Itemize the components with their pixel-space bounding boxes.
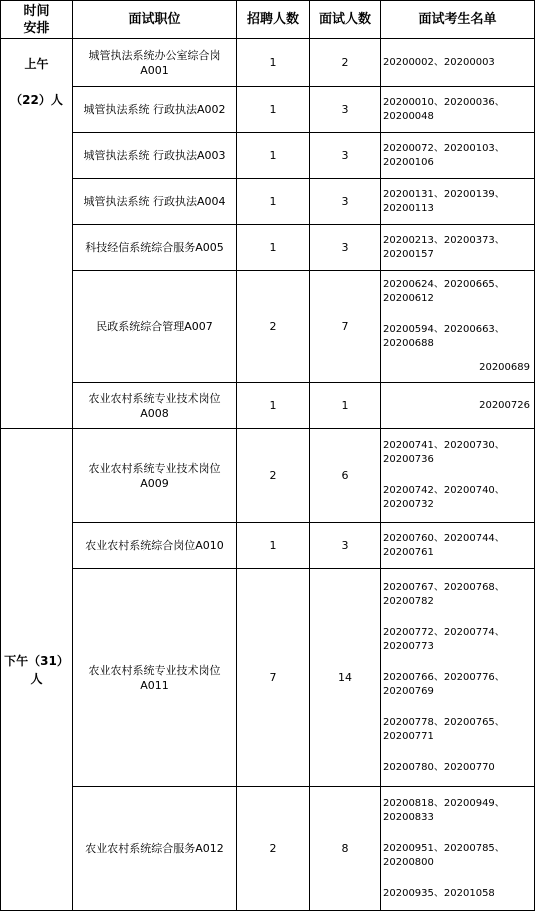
candidate-list bbox=[381, 787, 535, 911]
recruit-count: 1 bbox=[237, 133, 310, 179]
candidate-line: 20200010、20200036、 bbox=[383, 96, 505, 108]
position-code: A009 bbox=[140, 476, 169, 490]
position-name: 农业农村系统综合岗位A010 bbox=[85, 539, 224, 552]
candidate-group bbox=[383, 887, 532, 901]
candidate-line: 20200771 bbox=[383, 730, 434, 742]
candidate-line: 20200741、20200730、 bbox=[383, 440, 505, 451]
table-row bbox=[1, 523, 535, 569]
candidate-line: 20200766、20200776、 bbox=[383, 671, 505, 683]
candidate-line: 20200113 bbox=[383, 202, 434, 214]
interview-count: 3 bbox=[310, 87, 381, 133]
candidate-group bbox=[383, 96, 532, 124]
table-row bbox=[1, 429, 535, 523]
table-row bbox=[1, 179, 535, 225]
candidate-list bbox=[381, 383, 535, 429]
candidate-line: 20200769 bbox=[383, 685, 434, 697]
candidate-line: 20200689 bbox=[479, 362, 530, 373]
recruit-count: 2 bbox=[237, 271, 310, 383]
candidate-line: 20200773 bbox=[383, 640, 434, 652]
candidate-list bbox=[381, 271, 535, 383]
candidate-line: 20200688 bbox=[383, 338, 434, 349]
interview-count: 2 bbox=[310, 39, 381, 87]
position-cell bbox=[73, 787, 237, 911]
candidate-line: 20200072、20200103、 bbox=[383, 142, 505, 154]
candidate-group bbox=[383, 484, 532, 512]
position-name: 城管执法系统办公室综合岗 bbox=[88, 48, 221, 62]
candidate-line: 20200732 bbox=[383, 499, 434, 510]
recruit-count: 1 bbox=[237, 39, 310, 87]
candidate-line: 20200131、20200139、 bbox=[383, 188, 505, 200]
position-name: 农业农村系统专业技术岗位 bbox=[88, 391, 221, 405]
candidate-line: 20200772、20200774、 bbox=[383, 626, 505, 638]
table-row bbox=[1, 39, 535, 87]
candidate-list bbox=[381, 133, 535, 179]
position-name: 城管执法系统 行政执法A004 bbox=[83, 195, 226, 208]
candidate-group bbox=[383, 532, 532, 560]
table-row bbox=[1, 133, 535, 179]
header-recruit-count: 招聘人数 bbox=[237, 1, 310, 39]
position-cell bbox=[73, 569, 237, 787]
position-cell bbox=[73, 225, 237, 271]
position-cell bbox=[73, 179, 237, 225]
session-afternoon bbox=[1, 429, 73, 911]
interview-count: 6 bbox=[310, 429, 381, 523]
recruit-count: 1 bbox=[237, 523, 310, 569]
candidate-group bbox=[383, 323, 532, 351]
header-position: 面试职位 bbox=[73, 1, 237, 39]
recruit-count: 1 bbox=[237, 383, 310, 429]
position-name: 农业农村系统专业技术岗位 bbox=[88, 461, 221, 475]
candidate-group bbox=[383, 581, 532, 609]
position-code: A001 bbox=[140, 63, 169, 77]
position-cell bbox=[73, 523, 237, 569]
interview-count: 8 bbox=[310, 787, 381, 911]
candidate-line: 20200742、20200740、 bbox=[383, 485, 505, 496]
recruit-count: 1 bbox=[237, 225, 310, 271]
recruit-count: 7 bbox=[237, 569, 310, 787]
recruit-count: 1 bbox=[237, 87, 310, 133]
position-cell bbox=[73, 429, 237, 523]
candidate-line: 20200736 bbox=[383, 454, 434, 465]
position-cell bbox=[73, 383, 237, 429]
candidate-line: 20200726 bbox=[479, 399, 530, 411]
candidate-list bbox=[381, 87, 535, 133]
position-cell bbox=[73, 133, 237, 179]
table-row bbox=[1, 383, 535, 429]
candidate-list bbox=[381, 429, 535, 523]
candidate-list bbox=[381, 523, 535, 569]
session-afternoon-count: 人 bbox=[30, 671, 43, 686]
interview-count: 3 bbox=[310, 225, 381, 271]
candidate-group bbox=[383, 626, 532, 654]
candidate-group bbox=[383, 439, 532, 467]
header-candidate-list: 面试考生名单 bbox=[381, 1, 535, 39]
candidate-group bbox=[383, 797, 532, 825]
header-row bbox=[1, 1, 535, 39]
candidate-line: 20200157 bbox=[383, 248, 434, 260]
candidate-line: 20200761 bbox=[383, 546, 434, 558]
candidate-group bbox=[383, 671, 532, 699]
candidate-line: 20200818、20200949、 bbox=[383, 797, 505, 809]
position-code: A008 bbox=[140, 406, 169, 420]
position-cell bbox=[73, 87, 237, 133]
session-morning-label: 上午 bbox=[24, 57, 49, 71]
recruit-count: 2 bbox=[237, 787, 310, 911]
candidate-line: 20200048 bbox=[383, 110, 434, 122]
candidate-group bbox=[383, 761, 532, 775]
candidate-line: 20200002、20200003 bbox=[383, 56, 495, 68]
candidate-line: 20200624、20200665、 bbox=[383, 279, 505, 290]
candidate-line: 20200106 bbox=[383, 156, 434, 168]
interview-count: 3 bbox=[310, 523, 381, 569]
candidate-group bbox=[383, 278, 532, 306]
position-name: 民政系统综合管理A007 bbox=[96, 320, 213, 333]
candidate-list bbox=[381, 179, 535, 225]
position-name: 农业农村系统综合服务A012 bbox=[85, 842, 224, 855]
candidate-group bbox=[383, 188, 532, 216]
position-code: A011 bbox=[140, 678, 169, 692]
candidate-list bbox=[381, 569, 535, 787]
candidate-line: 20200213、20200373、 bbox=[383, 234, 505, 246]
candidate-group bbox=[383, 142, 532, 170]
candidate-line: 20200767、20200768、 bbox=[383, 581, 505, 593]
recruit-count: 1 bbox=[237, 179, 310, 225]
table-row bbox=[1, 787, 535, 911]
table-row bbox=[1, 87, 535, 133]
table-row bbox=[1, 569, 535, 787]
candidate-line: 20200780、20200770 bbox=[383, 761, 495, 773]
candidate-line: 20200782 bbox=[383, 595, 434, 607]
recruit-count: 2 bbox=[237, 429, 310, 523]
candidate-line: 20200951、20200785、 bbox=[383, 842, 505, 854]
position-name: 科技经信系统综合服务A005 bbox=[85, 241, 224, 254]
header-time-line2: 安排 bbox=[23, 20, 50, 36]
interview-count: 14 bbox=[310, 569, 381, 787]
candidate-list bbox=[381, 39, 535, 87]
session-morning-count: （22）人 bbox=[10, 93, 63, 107]
candidate-group bbox=[383, 56, 532, 70]
candidate-line: 20200612 bbox=[383, 293, 434, 304]
candidate-line: 20200760、20200744、 bbox=[383, 532, 505, 544]
header-time bbox=[1, 1, 73, 39]
candidate-group bbox=[383, 716, 532, 744]
header-time-line1: 时间 bbox=[23, 3, 50, 19]
candidate-line: 20200935、20201058 bbox=[383, 887, 495, 899]
position-cell bbox=[73, 271, 237, 383]
header-interview-count: 面试人数 bbox=[310, 1, 381, 39]
position-cell bbox=[73, 39, 237, 87]
candidate-list bbox=[381, 225, 535, 271]
candidate-line: 20200800 bbox=[383, 856, 434, 868]
candidate-group bbox=[383, 842, 532, 870]
session-afternoon-label: 下午（31） bbox=[4, 653, 69, 668]
candidate-line: 20200833 bbox=[383, 811, 434, 823]
candidate-group bbox=[383, 234, 532, 262]
position-name: 城管执法系统 行政执法A002 bbox=[83, 103, 226, 116]
position-name: 农业农村系统专业技术岗位 bbox=[88, 663, 221, 677]
session-morning bbox=[1, 39, 73, 429]
candidate-line: 20200778、20200765、 bbox=[383, 716, 505, 728]
candidate-line: 20200594、20200663、 bbox=[383, 324, 505, 335]
interview-count: 7 bbox=[310, 271, 381, 383]
position-name: 城管执法系统 行政执法A003 bbox=[83, 149, 226, 162]
interview-count: 3 bbox=[310, 179, 381, 225]
interview-count: 1 bbox=[310, 383, 381, 429]
table-row bbox=[1, 225, 535, 271]
interview-count: 3 bbox=[310, 133, 381, 179]
table-row bbox=[1, 271, 535, 383]
